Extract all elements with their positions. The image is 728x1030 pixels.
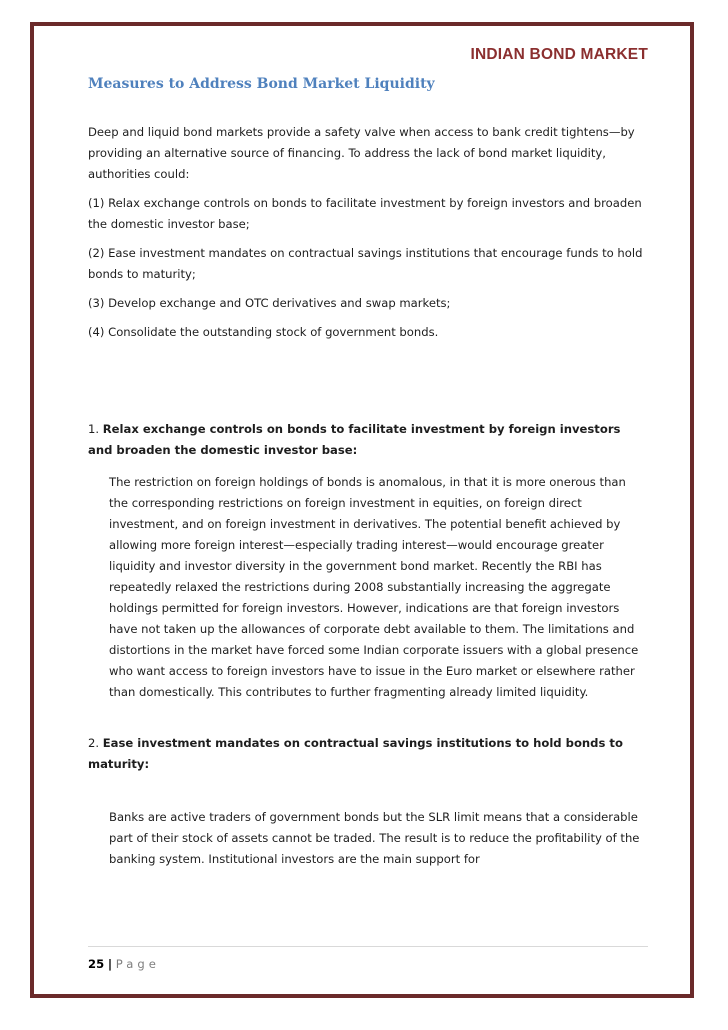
subsection-1-body: The restriction on foreign holdings of bonds is anomalous, in that it is more onerous than the corresponding restrictions on foreign investment in equities, on foreign direct investment, and on foreign investment in derivatives. The potential benefit achieved by allowing more foreign interest—especially trading interest—would encourage greater liquidity and investor diversity in the government bond market. Recently the RBI has repeatedly relaxed the restrictions during 2008 substantially increasing the aggregate holdings permitted for foreign investors. However, indications are that foreign investors have not taken up the allowances of corporate debt available to them. The limitations and distortions in the market have forced some Indian corporate issuers with a global presence who want access to foreign investors have to issue in the Euro market or elsewhere rather than domestically. This contributes to further fragmenting already limited liquidity. [109,475,639,699]
section-heading: Measures to Address Bond Market Liquidity [88,76,435,92]
footer-separator: | [107,957,113,971]
measure-item-2: (2) Ease investment mandates on contractual savings institutions that encourage funds to hold bonds to maturity; [88,246,643,281]
measure-item-3: (3) Develop exchange and OTC derivatives and swap markets; [88,296,451,310]
subsection-1-title: Relax exchange controls on bonds to facilitate investment by foreign investors and broaden the domestic investor base: [88,422,621,457]
measure-item-1: (1) Relax exchange controls on bonds to facilitate investment by foreign investors and broaden the domestic investor base; [88,196,642,231]
page-number: 25 [88,957,105,971]
subsection-1-number: 1. [88,422,100,436]
subsection-2-body: Banks are active traders of government bonds but the SLR limit means that a considerable part of their stock of assets cannot be traded. The result is to reduce the profitability of the banking system. Institutional investors are the main support for [109,810,640,866]
measure-item-4: (4) Consolidate the outstanding stock of government bonds. [88,325,439,339]
intro-paragraph: Deep and liquid bond markets provide a safety valve when access to bank credit tightens—by providing an alternative source of financing. To address the lack of bond market liquidity, authorities could: [88,125,635,181]
subsection-2-number: 2. [88,736,100,750]
page-content [88,46,648,870]
subsection-1-heading [88,419,648,461]
subsection-2-heading [88,733,648,775]
page-footer [88,946,648,971]
page-label: Page [115,957,160,971]
document-header-title: INDIAN BOND MARKET [470,46,648,63]
subsection-2-title: Ease investment mandates on contractual savings institutions to hold bonds to maturity: [88,736,623,771]
